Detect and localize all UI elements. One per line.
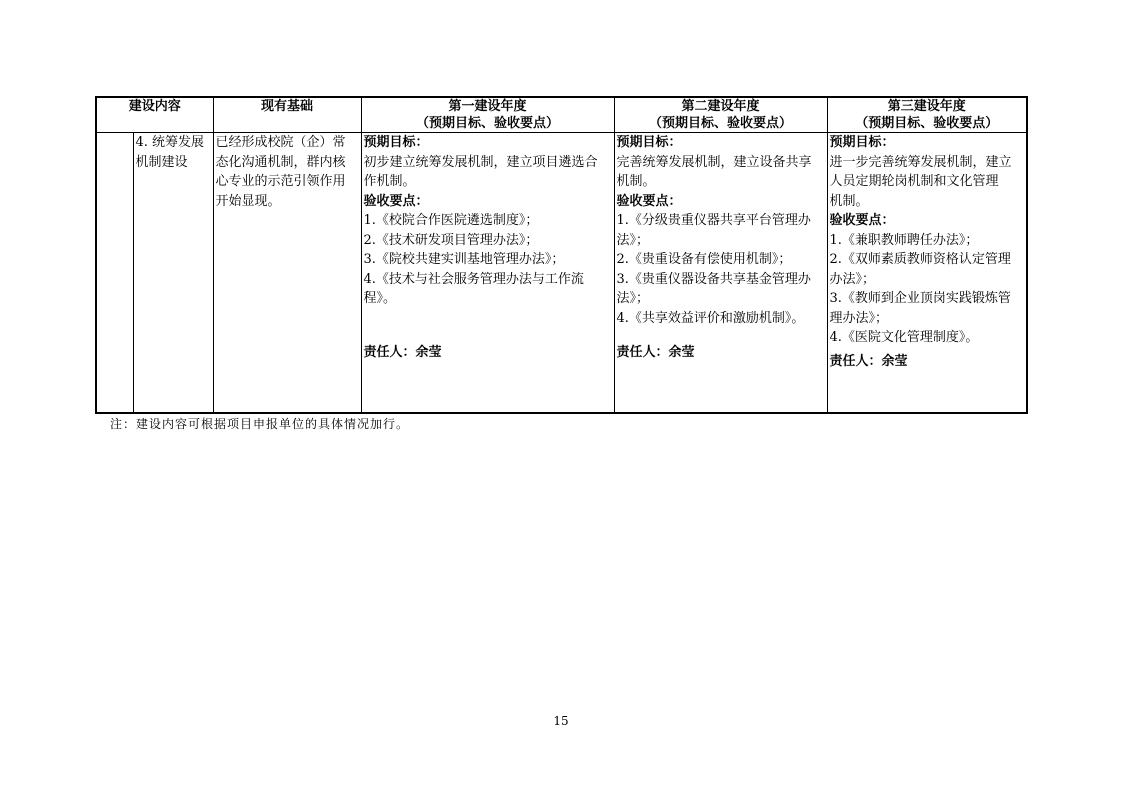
- basis-line: 开始显现。: [215, 193, 281, 209]
- year3-check-line: 3.《教师到企业顶岗实践锻炼管: [829, 291, 1011, 306]
- header-year1-subtitle: （预期目标、验收要点）: [416, 116, 560, 131]
- year2-owner: 责任人：余莹: [616, 344, 695, 360]
- year3-check-line: 理办法》；: [829, 310, 889, 326]
- header-year1-title: 第一建设年度: [448, 99, 527, 114]
- year1-owner: 责任人：余莹: [363, 344, 442, 360]
- item-cell: [133, 133, 213, 414]
- year2-check-line: 1.《分级贵重仪器共享平台管理办: [616, 213, 811, 228]
- year2-cell: [614, 133, 827, 414]
- year2-check-line: 3.《贵重仪器设备共享基金管理办: [616, 271, 811, 287]
- year1-check-line: 2.《技术研发项目管理办法》；: [363, 232, 539, 248]
- year1-check-line: 程》。: [363, 291, 397, 306]
- table-row: [96, 133, 1027, 414]
- year1-check-label: 验收要点：: [363, 193, 429, 209]
- year2-goal-line: 完善统筹发展机制，建立设备共享: [616, 154, 812, 170]
- header-year3-subtitle: （预期目标、验收要点）: [855, 116, 999, 131]
- table-note: 注：建设内容可根据项目申报单位的具体情况加行。: [110, 417, 410, 431]
- basis-line: 已经形成校院（企）常: [215, 135, 346, 150]
- year2-check-line: 法》；: [616, 232, 650, 248]
- year2-goal-label: 预期目标：: [616, 135, 682, 150]
- year2-check-line: 2.《贵重设备有偿使用机制》；: [616, 252, 792, 267]
- year3-owner: 责任人：余莹: [829, 353, 908, 369]
- empty-index-cell: [96, 133, 133, 414]
- year2-check-label: 验收要点：: [616, 193, 682, 209]
- year1-check-line: 4.《技术与社会服务管理办法与工作流: [363, 271, 584, 287]
- header-year3: [827, 97, 1027, 133]
- year3-goal-line: 进一步完善统筹发展机制，建立: [829, 154, 1012, 170]
- year3-check-line: 办法》；: [829, 271, 876, 287]
- year1-goal-label: 预期目标：: [363, 135, 429, 150]
- page-number: 15: [553, 714, 569, 728]
- item-line: 机制建设: [135, 154, 188, 170]
- year1-goal-line: 作机制。: [363, 174, 416, 189]
- spacer: [617, 328, 825, 343]
- header-year1: [361, 97, 614, 133]
- header-year2: [614, 97, 827, 133]
- year3-goal-label: 预期目标：: [829, 135, 895, 150]
- basis-line: 态化沟通机制，群内核: [215, 154, 346, 170]
- header-basis: 现有基础: [213, 97, 361, 133]
- year1-goal-line: 初步建立统筹发展机制，建立项目遴选合: [363, 154, 598, 170]
- year3-goal-line: 人员定期轮岗机制和文化管理: [829, 174, 999, 189]
- year3-cell: [827, 133, 1027, 414]
- year3-check-line: 4.《医院文化管理制度》。: [829, 330, 979, 345]
- basis-cell: [213, 133, 361, 414]
- year1-check-line: 3.《院校共建实训基地管理办法》；: [363, 252, 565, 267]
- spacer: [364, 309, 612, 343]
- header-year2-title: 第二建设年度: [681, 99, 760, 114]
- year2-check-line: 4.《共享效益评价和激励机制》。: [616, 310, 805, 326]
- year1-check-line: 1.《校院合作医院遴选制度》；: [363, 213, 539, 228]
- basis-line: 心专业的示范引领作用: [215, 174, 346, 189]
- item-line: 4. 统筹发展: [135, 135, 205, 150]
- year2-goal-line: 机制。: [616, 174, 656, 189]
- year2-check-line: 法》；: [616, 291, 650, 306]
- construction-plan-table: [95, 96, 1028, 414]
- year3-check-label: 验收要点：: [829, 213, 895, 228]
- header-year3-title: 第三建设年度: [887, 99, 966, 114]
- year3-goal-line: 机制。: [829, 193, 869, 209]
- table-header-row: [96, 97, 1027, 133]
- year3-check-line: 1.《兼职教师聘任办法》；: [829, 232, 979, 248]
- header-content: 建设内容: [96, 97, 213, 133]
- year1-cell: [361, 133, 614, 414]
- header-year2-subtitle: （预期目标、验收要点）: [649, 116, 793, 131]
- year3-check-line: 2.《双师素质教师资格认定管理: [829, 252, 1011, 267]
